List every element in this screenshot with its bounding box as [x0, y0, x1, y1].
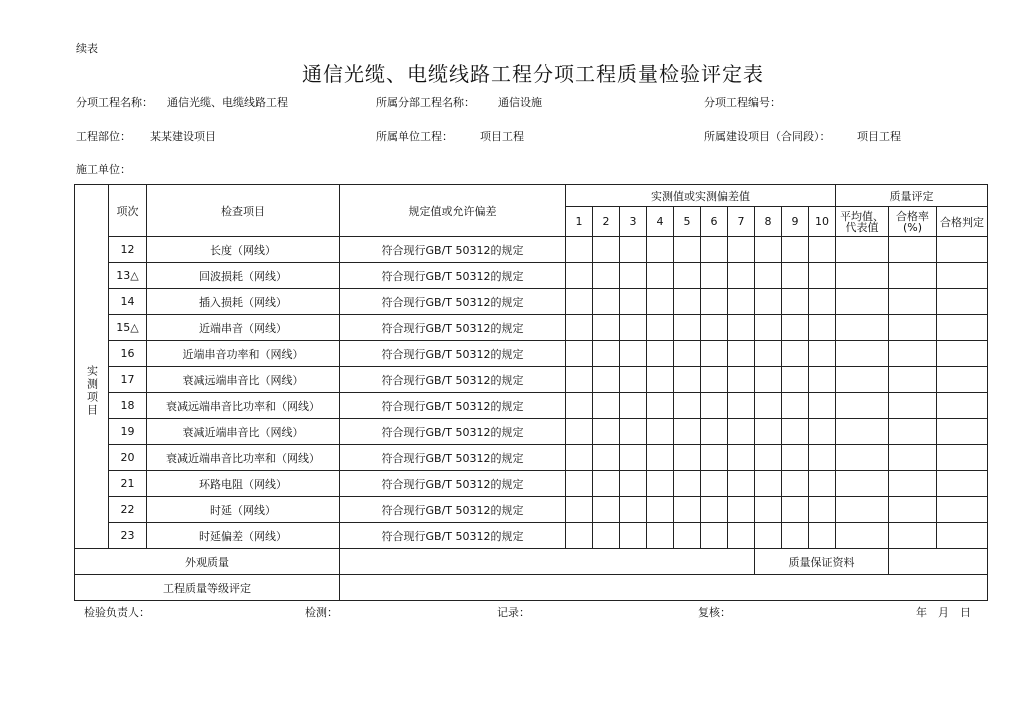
measured-value-cell	[755, 419, 782, 445]
measured-value-cell	[809, 315, 836, 341]
row-check-item: 时延偏差（网线）	[147, 523, 340, 549]
average-cell	[836, 341, 889, 367]
judgement-cell	[937, 367, 988, 393]
measured-value-cell	[674, 445, 701, 471]
measured-value-cell	[782, 393, 809, 419]
row-item-no: 21	[109, 471, 147, 497]
appearance-row	[75, 549, 988, 575]
measured-value-cell	[701, 445, 728, 471]
row-spec: 符合现行GB/T 50312的规定	[340, 367, 566, 393]
measured-value-cell	[593, 367, 620, 393]
measured-value-cell	[809, 393, 836, 419]
measured-value-cell	[728, 315, 755, 341]
measured-value-cell	[782, 263, 809, 289]
subitem-code-label: 分项工程编号：	[704, 96, 781, 109]
measured-value-cell	[593, 393, 620, 419]
table-row	[75, 393, 988, 419]
measured-value-cell	[674, 341, 701, 367]
row-item-no: 18	[109, 393, 147, 419]
row-item-no: 17	[109, 367, 147, 393]
average-cell	[836, 367, 889, 393]
measured-value-cell	[620, 289, 647, 315]
measured-value-cell	[566, 523, 593, 549]
header-check-item: 检查项目	[147, 185, 340, 237]
pass-rate-cell	[889, 523, 937, 549]
table-row	[75, 367, 988, 393]
row-check-item: 近端串音（网线）	[147, 315, 340, 341]
measured-value-cell	[620, 263, 647, 289]
average-cell	[836, 393, 889, 419]
reviewer-label: 复核：	[698, 606, 731, 619]
measured-value-cell	[755, 341, 782, 367]
average-cell	[836, 419, 889, 445]
header-measured-col: 9	[782, 207, 809, 237]
measured-value-cell	[620, 419, 647, 445]
header-measured-col: 7	[728, 207, 755, 237]
group-label-cell	[75, 185, 109, 207]
row-check-item: 近端串音功率和（网线）	[147, 341, 340, 367]
measured-value-cell	[620, 497, 647, 523]
measured-value-cell	[728, 471, 755, 497]
measured-value-cell	[809, 445, 836, 471]
measured-value-cell	[647, 471, 674, 497]
measured-value-cell	[755, 471, 782, 497]
row-spec: 符合现行GB/T 50312的规定	[340, 341, 566, 367]
header-measured-col: 4	[647, 207, 674, 237]
contractor-label: 施工单位：	[76, 163, 131, 176]
measured-value-cell	[809, 263, 836, 289]
judgement-cell	[937, 237, 988, 263]
table-row	[75, 237, 988, 263]
header-measured-col: 10	[809, 207, 836, 237]
grade-row	[75, 575, 988, 601]
table-row	[75, 289, 988, 315]
judgement-cell	[937, 471, 988, 497]
row-check-item: 长度（网线）	[147, 237, 340, 263]
part-label: 工程部位：	[76, 130, 131, 143]
measured-value-cell	[809, 497, 836, 523]
measured-value-cell	[782, 237, 809, 263]
average-cell	[836, 315, 889, 341]
row-check-item: 衰减近端串音比（网线）	[147, 419, 340, 445]
row-item-no: 14	[109, 289, 147, 315]
row-item-no: 12	[109, 237, 147, 263]
measured-value-cell	[782, 315, 809, 341]
header-spec: 规定值或允许偏差	[340, 185, 566, 237]
judgement-cell	[937, 523, 988, 549]
pass-rate-cell	[889, 419, 937, 445]
measured-value-cell	[701, 497, 728, 523]
measured-value-cell	[728, 341, 755, 367]
construction-project-value: 项目工程	[857, 130, 901, 143]
measured-value-cell	[647, 367, 674, 393]
measured-value-cell	[809, 523, 836, 549]
header-average: 平均值、代表值	[836, 207, 889, 237]
pass-rate-cell	[889, 445, 937, 471]
pass-rate-cell	[889, 393, 937, 419]
average-cell	[836, 289, 889, 315]
measured-value-cell	[809, 471, 836, 497]
measured-value-cell	[701, 315, 728, 341]
subitem-name-value: 通信光缆、电缆线路工程	[167, 96, 288, 109]
measured-value-cell	[755, 367, 782, 393]
row-spec: 符合现行GB/T 50312的规定	[340, 419, 566, 445]
recorder-label: 记录：	[497, 606, 530, 619]
measured-value-cell	[755, 315, 782, 341]
measured-value-cell	[593, 289, 620, 315]
measured-value-cell	[647, 315, 674, 341]
header-measured-col: 2	[593, 207, 620, 237]
measured-value-cell	[674, 263, 701, 289]
grade-value-cell	[340, 575, 988, 601]
pass-rate-cell	[889, 471, 937, 497]
measured-value-cell	[674, 289, 701, 315]
measured-value-cell	[647, 523, 674, 549]
judgement-cell	[937, 315, 988, 341]
appearance-label: 外观质量	[75, 549, 340, 575]
measured-value-cell	[755, 523, 782, 549]
measured-value-cell	[620, 471, 647, 497]
measured-value-cell	[566, 289, 593, 315]
measured-value-cell	[782, 341, 809, 367]
measured-value-cell	[701, 393, 728, 419]
measured-value-cell	[620, 393, 647, 419]
measured-value-cell	[674, 237, 701, 263]
measured-value-cell	[782, 523, 809, 549]
measured-value-cell	[755, 289, 782, 315]
measured-value-cell	[674, 497, 701, 523]
measured-value-cell	[782, 445, 809, 471]
pass-rate-cell	[889, 263, 937, 289]
measured-value-cell	[620, 341, 647, 367]
pass-rate-cell	[889, 367, 937, 393]
unit-project-label: 所属单位工程：	[376, 130, 453, 143]
measured-value-cell	[728, 263, 755, 289]
measured-value-cell	[674, 367, 701, 393]
table-row	[75, 523, 988, 549]
measured-value-cell	[647, 341, 674, 367]
pass-rate-cell	[889, 497, 937, 523]
header-judgement: 合格判定	[937, 207, 988, 237]
part-value: 某某建设项目	[150, 130, 216, 143]
row-item-no: 13△	[109, 263, 147, 289]
header-pass-rate: 合格率(%)	[889, 207, 937, 237]
measured-value-cell	[593, 497, 620, 523]
average-cell	[836, 237, 889, 263]
measured-value-cell	[728, 289, 755, 315]
row-check-item: 插入损耗（网线）	[147, 289, 340, 315]
group-label	[75, 237, 109, 549]
judgement-cell	[937, 263, 988, 289]
row-spec: 符合现行GB/T 50312的规定	[340, 237, 566, 263]
row-item-no: 16	[109, 341, 147, 367]
measured-value-cell	[728, 497, 755, 523]
quality-docs-label: 质量保证资料	[755, 549, 889, 575]
measured-value-cell	[566, 315, 593, 341]
row-spec: 符合现行GB/T 50312的规定	[340, 289, 566, 315]
measured-value-cell	[782, 419, 809, 445]
inspection-table	[74, 184, 988, 601]
judgement-cell	[937, 419, 988, 445]
division-name-value: 通信设施	[498, 96, 542, 109]
page-title: 通信光缆、电缆线路工程分项工程质量检验评定表	[302, 62, 764, 86]
measured-value-cell	[701, 237, 728, 263]
measured-value-cell	[809, 367, 836, 393]
group-label-text: 实测项目	[85, 364, 99, 417]
measured-value-cell	[647, 289, 674, 315]
measured-value-cell	[647, 445, 674, 471]
measured-value-cell	[593, 445, 620, 471]
measured-value-cell	[755, 393, 782, 419]
measured-value-cell	[701, 341, 728, 367]
measured-value-cell	[566, 497, 593, 523]
average-cell	[836, 471, 889, 497]
row-spec: 符合现行GB/T 50312的规定	[340, 315, 566, 341]
measured-value-cell	[809, 237, 836, 263]
table-row	[75, 419, 988, 445]
judgement-cell	[937, 445, 988, 471]
grade-label: 工程质量等级评定	[75, 575, 340, 601]
table-row	[75, 341, 988, 367]
measured-value-cell	[701, 523, 728, 549]
row-check-item: 环路电阻（网线）	[147, 471, 340, 497]
row-check-item: 衰减远端串音比功率和（网线）	[147, 393, 340, 419]
measured-value-cell	[728, 419, 755, 445]
subitem-name-label: 分项工程名称：	[76, 96, 153, 109]
measured-value-cell	[782, 367, 809, 393]
measured-value-cell	[620, 523, 647, 549]
average-cell	[836, 497, 889, 523]
group-spacer-cell	[75, 207, 109, 237]
header-measured-col: 3	[620, 207, 647, 237]
measured-value-cell	[674, 419, 701, 445]
measured-value-cell	[701, 289, 728, 315]
measured-value-cell	[647, 419, 674, 445]
measured-value-cell	[809, 419, 836, 445]
row-item-no: 23	[109, 523, 147, 549]
measured-value-cell	[647, 263, 674, 289]
measured-value-cell	[728, 393, 755, 419]
measured-value-cell	[728, 237, 755, 263]
quality-docs-value-cell	[889, 549, 988, 575]
header-measured-col: 5	[674, 207, 701, 237]
row-spec: 符合现行GB/T 50312的规定	[340, 445, 566, 471]
inspector-label: 检验负责人：	[84, 606, 150, 619]
tester-label: 检测：	[305, 606, 338, 619]
measured-value-cell	[755, 263, 782, 289]
header-measured: 实测值或实测偏差值	[566, 185, 836, 207]
appearance-value-cell	[340, 549, 755, 575]
measured-value-cell	[755, 237, 782, 263]
header-item-no: 项次	[109, 185, 147, 237]
measured-value-cell	[701, 471, 728, 497]
judgement-cell	[937, 289, 988, 315]
measured-value-cell	[566, 237, 593, 263]
measured-value-cell	[701, 419, 728, 445]
header-measured-col: 1	[566, 207, 593, 237]
measured-value-cell	[566, 263, 593, 289]
measured-value-cell	[701, 367, 728, 393]
measured-value-cell	[647, 237, 674, 263]
measured-value-cell	[728, 367, 755, 393]
measured-value-cell	[674, 471, 701, 497]
row-spec: 符合现行GB/T 50312的规定	[340, 497, 566, 523]
measured-value-cell	[593, 315, 620, 341]
measured-value-cell	[566, 341, 593, 367]
measured-value-cell	[566, 445, 593, 471]
row-item-no: 15△	[109, 315, 147, 341]
average-cell	[836, 263, 889, 289]
measured-value-cell	[782, 497, 809, 523]
header-measured-col: 8	[755, 207, 782, 237]
row-item-no: 20	[109, 445, 147, 471]
header-measured-col: 6	[701, 207, 728, 237]
measured-value-cell	[647, 393, 674, 419]
measured-value-cell	[782, 471, 809, 497]
measured-value-cell	[755, 445, 782, 471]
measured-value-cell	[755, 497, 782, 523]
measured-value-cell	[620, 445, 647, 471]
measured-value-cell	[809, 341, 836, 367]
measured-value-cell	[701, 263, 728, 289]
judgement-cell	[937, 341, 988, 367]
measured-value-cell	[593, 237, 620, 263]
pass-rate-cell	[889, 341, 937, 367]
pass-rate-cell	[889, 289, 937, 315]
continued-label: 续表	[76, 42, 98, 55]
table-row	[75, 315, 988, 341]
pass-rate-cell	[889, 315, 937, 341]
measured-value-cell	[809, 289, 836, 315]
measured-value-cell	[647, 497, 674, 523]
row-spec: 符合现行GB/T 50312的规定	[340, 263, 566, 289]
division-name-label: 所属分部工程名称：	[376, 96, 475, 109]
measured-value-cell	[566, 419, 593, 445]
row-check-item: 衰减近端串音比功率和（网线）	[147, 445, 340, 471]
measured-value-cell	[620, 315, 647, 341]
header-quality: 质量评定	[836, 185, 988, 207]
measured-value-cell	[566, 367, 593, 393]
measured-value-cell	[593, 263, 620, 289]
measured-value-cell	[620, 367, 647, 393]
row-check-item: 回波损耗（网线）	[147, 263, 340, 289]
measured-value-cell	[593, 471, 620, 497]
measured-value-cell	[728, 445, 755, 471]
table-row	[75, 497, 988, 523]
measured-value-cell	[593, 419, 620, 445]
judgement-cell	[937, 497, 988, 523]
measured-value-cell	[782, 289, 809, 315]
row-item-no: 19	[109, 419, 147, 445]
unit-project-value: 项目工程	[480, 130, 524, 143]
row-check-item: 时延（网线）	[147, 497, 340, 523]
table-row	[75, 263, 988, 289]
table-row	[75, 471, 988, 497]
measured-value-cell	[620, 237, 647, 263]
measured-value-cell	[674, 393, 701, 419]
judgement-cell	[937, 393, 988, 419]
row-item-no: 22	[109, 497, 147, 523]
pass-rate-cell	[889, 237, 937, 263]
average-cell	[836, 523, 889, 549]
average-cell	[836, 445, 889, 471]
table-row	[75, 445, 988, 471]
measured-value-cell	[593, 523, 620, 549]
measured-value-cell	[674, 523, 701, 549]
measured-value-cell	[728, 523, 755, 549]
measured-value-cell	[566, 471, 593, 497]
row-spec: 符合现行GB/T 50312的规定	[340, 471, 566, 497]
row-check-item: 衰减远端串音比（网线）	[147, 367, 340, 393]
date-label: 年 月 日	[916, 606, 971, 619]
measured-value-cell	[566, 393, 593, 419]
row-spec: 符合现行GB/T 50312的规定	[340, 393, 566, 419]
construction-project-label: 所属建设项目（合同段）：	[704, 130, 831, 143]
measured-value-cell	[593, 341, 620, 367]
row-spec: 符合现行GB/T 50312的规定	[340, 523, 566, 549]
measured-value-cell	[674, 315, 701, 341]
